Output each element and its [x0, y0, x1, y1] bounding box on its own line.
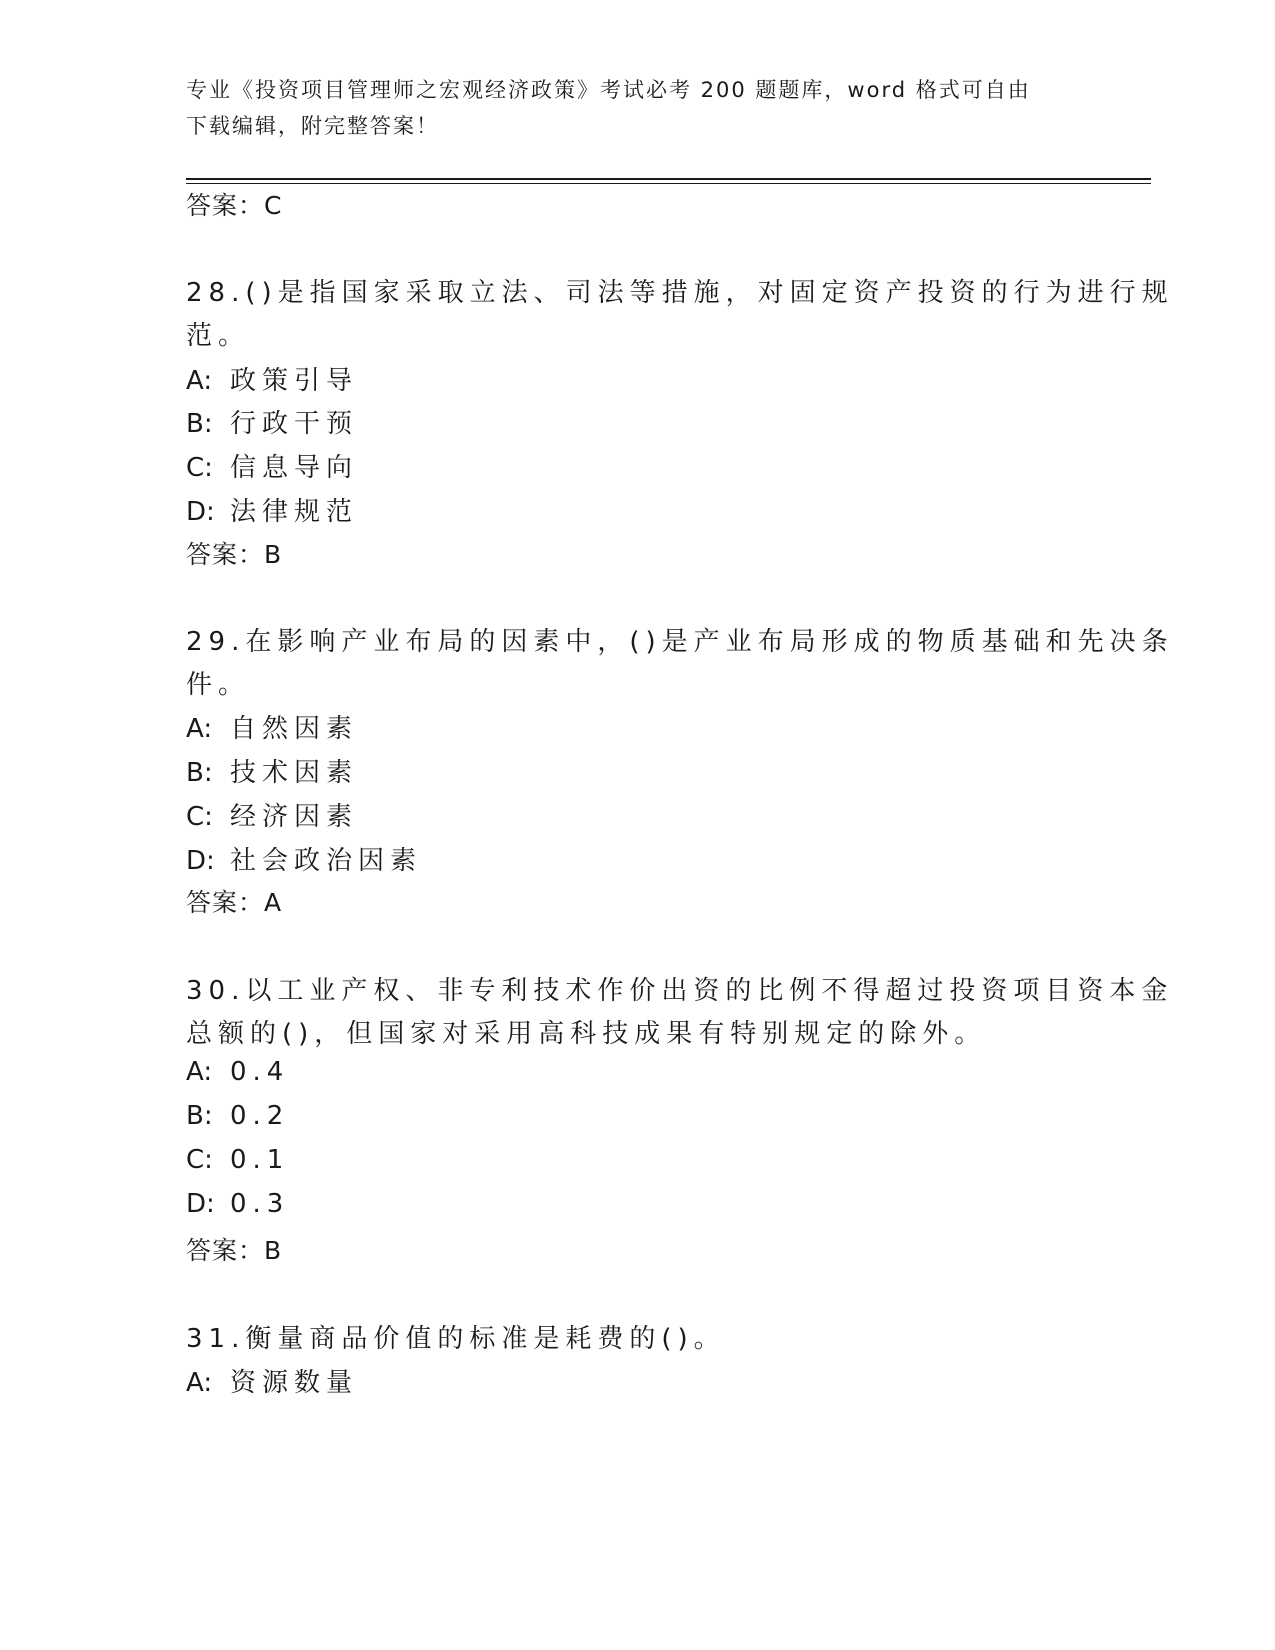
option-c: [186, 796, 1076, 833]
question-text-line-1: 28.()是指国家采取立法、司法等措施，对固定资产投资的行为进行规: [186, 278, 1174, 308]
option-letter: C:: [186, 1145, 213, 1175]
option-text: 社会政治因素: [230, 846, 423, 876]
question-text-line-1: 29.在影响产业布局的因素中，()是产业布局形成的物质基础和先决条: [186, 627, 1174, 657]
option-letter: C:: [186, 802, 213, 832]
option-b: [186, 1101, 1076, 1131]
question-text-line-1: 31.衡量商品价值的标准是耗费的()。: [186, 1324, 726, 1354]
question-text-line-2: 范。: [186, 321, 251, 351]
option-text: 经济因素: [230, 802, 359, 832]
question-answer: 答案：B: [186, 540, 283, 569]
question-text-line-2: 件。: [186, 670, 251, 700]
question-text-line-2: 总额的()，但国家对采用高科技成果有特别规定的除外。: [186, 1019, 987, 1049]
option-c: [186, 447, 1076, 484]
option-b: [186, 403, 1076, 440]
header-line-2: 下载编辑，附完整答案！: [186, 114, 439, 138]
option-letter: A:: [186, 1057, 213, 1087]
document-header: [186, 72, 1066, 144]
option-c: [186, 1145, 1076, 1175]
header-divider-thin: [186, 183, 1151, 184]
option-letter: D:: [186, 846, 215, 876]
option-text: 信息导向: [230, 453, 359, 483]
option-letter: B:: [186, 1101, 213, 1131]
option-d: [186, 491, 1076, 528]
option-text: 技术因素: [230, 758, 359, 788]
header-line-1: 专业《投资项目管理师之宏观经济政策》考试必考 200 题题库，word 格式可自由: [186, 78, 1031, 102]
option-text: 0.1: [230, 1145, 290, 1175]
header-divider-thick: [186, 178, 1151, 180]
option-text: 行政干预: [230, 409, 359, 439]
option-b: [186, 752, 1076, 789]
option-letter: A:: [186, 714, 213, 744]
question-answer: 答案：B: [186, 1236, 283, 1265]
option-text: 0.4: [230, 1057, 290, 1087]
option-letter: D:: [186, 497, 215, 527]
option-a: [186, 1362, 1076, 1399]
option-a: [186, 1057, 1076, 1087]
option-letter: B:: [186, 409, 213, 439]
previous-answer: 答案：C: [186, 191, 283, 220]
option-letter: A:: [186, 1368, 213, 1398]
option-text: 法律规范: [230, 497, 359, 527]
option-text: 0.3: [230, 1189, 290, 1219]
option-text: 自然因素: [230, 714, 359, 744]
option-letter: D:: [186, 1189, 215, 1219]
option-d: [186, 840, 1076, 877]
question-answer: 答案：A: [186, 888, 283, 917]
option-text: 资源数量: [230, 1368, 359, 1398]
option-text: 0.2: [230, 1101, 290, 1131]
option-text: 政策引导: [230, 366, 359, 396]
option-letter: C:: [186, 453, 213, 483]
option-d: [186, 1189, 1076, 1219]
question-text-line-1: 30.以工业产权、非专利技术作价出资的比例不得超过投资项目资本金: [186, 976, 1174, 1006]
option-a: [186, 360, 1076, 397]
option-a: [186, 708, 1076, 745]
option-letter: B:: [186, 758, 213, 788]
option-letter: A:: [186, 366, 213, 396]
